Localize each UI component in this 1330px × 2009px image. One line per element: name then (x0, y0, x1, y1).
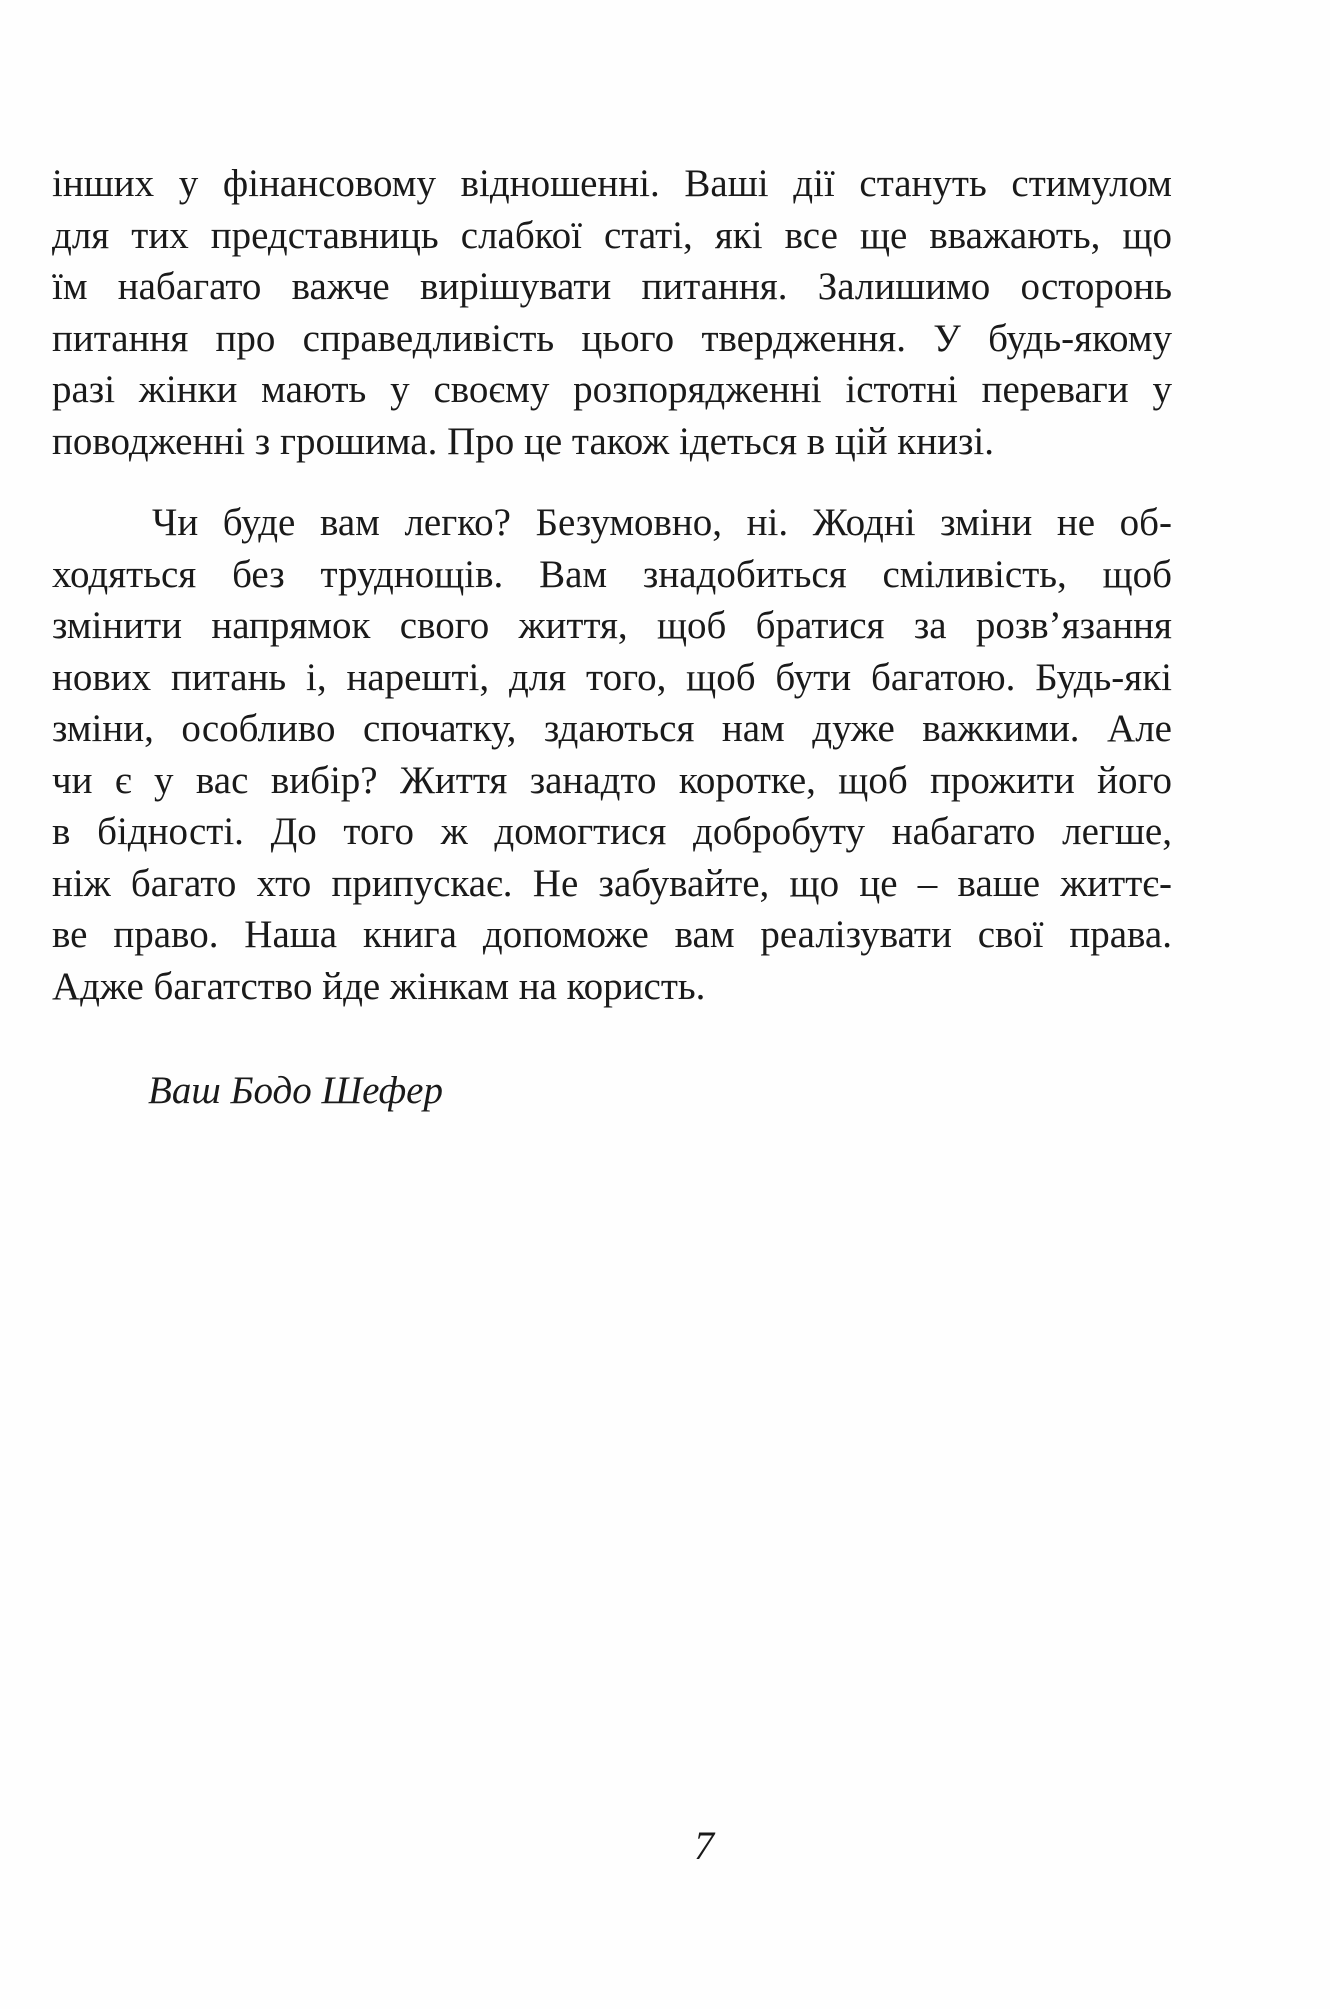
text-line: нових питань і, нарешті, для того, щоб бути багатою. Будь-які (52, 655, 1172, 699)
text-line: разі жінки мають у своєму розпорядженні істотні переваги у (52, 368, 1172, 411)
text-line: для тих представниць слабкої статі, які все ще вважають, що (52, 213, 1172, 257)
text-line: питання про справедливість цього твердження. У будь-якому (52, 316, 1172, 360)
text-line: поводженні з грошима. Про це також ідеться в цій книзі. (52, 419, 994, 463)
paragraph-2 (52, 497, 1172, 1012)
body-text (52, 158, 1172, 1012)
text-line: Адже багатство йде жінкам на користь. (52, 964, 706, 1008)
text-line: ніж багато хто припускає. Не забувайте, що це – ваше життє- (52, 861, 1172, 905)
text-line: Чи буде вам легко? Безумовно, ні. Жодні зміни не об- (152, 501, 1172, 544)
author-signature: Ваш Бодо Шефер (148, 1069, 443, 1112)
text-line: в бідності. До того ж домогтися добробуту набагато легше, (52, 810, 1172, 853)
page-number: 7 (694, 1823, 714, 1868)
text-line: чи є у вас вибір? Життя занадто коротке, щоб прожити його (52, 758, 1172, 802)
text-line: зміни, особливо спочатку, здаються нам дуже важкими. Але (52, 707, 1172, 750)
text-line: ве право. Наша книга допоможе вам реалізувати свої права. (52, 913, 1172, 956)
paragraph-1 (52, 158, 1172, 467)
text-line: інших у фінансовому відношенні. Ваші дії стануть стимулом (52, 162, 1172, 205)
paragraph-gap (52, 467, 1172, 497)
text-line: змінити напрямок свого життя, щоб братися за розв’язання (52, 604, 1172, 647)
text-line: ходяться без труднощів. Вам знадобиться сміливість, щоб (52, 552, 1172, 596)
text-line: їм набагато важче вирішувати питання. Залишимо осторонь (52, 265, 1172, 308)
